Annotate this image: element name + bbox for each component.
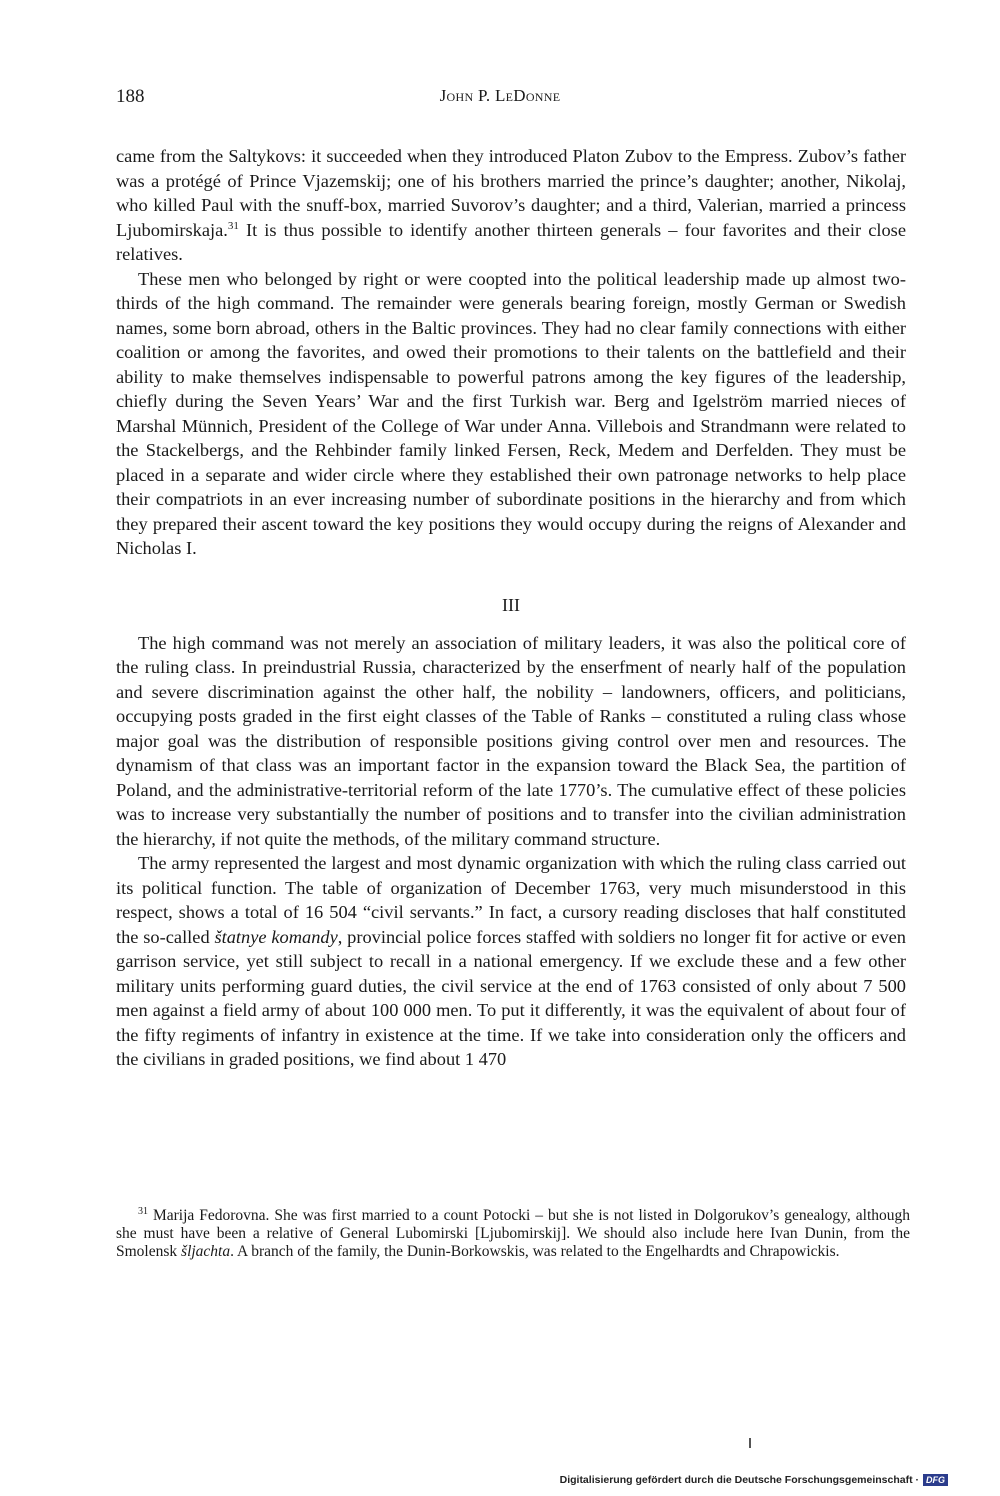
footnote-reference[interactable]: 31 xyxy=(227,219,239,232)
paragraph-3: The high command was not merely an association of military leaders, it was also the political core of the ruling class. In preindustrial Russia, characterized by the enserfment of nearly half of the population and severe discrimination against the other half, the nobility – landowners, officers, and politicians, occupying posts graded in the first eight classes of the Table of Ranks – constituted a ruling class whose major goal was the distribution of responsible positions giving control over men and resources. The dynamism of that class was an important factor in the expansion toward the Black Sea, the partition of Poland, and the administrative-territorial reform of the late 1770’s. The cumulative effect of these policies was to increase very substantially the number of positions and to transfer into the civilian administration the hierarchy, if not quite the methods, of the military command structure. xyxy=(116,632,906,849)
footnote-number: 31 xyxy=(138,1205,148,1217)
footnote-text-a: Marija Fedorovna. She was first married to a count Potocki – but she is not listed in Dolgorukov’s genealogy, although she must have been a relative of General Lubomirski [Ljubomirskij]. We should also include here Ivan Dunin, from the Smolensk xyxy=(116,1207,910,1260)
footnote xyxy=(116,1207,910,1260)
paragraph-4-text-a: The army represented the largest and most dynamic organization with which the ruling class carried out its political function. The table of organization of December 1763, very much misunderstood in this respect, shows a total of 16 504 “civil servants.” In fact, a cursory reading discloses that half constituted the so-called xyxy=(116,853,906,947)
footer-credit-text: Digitalisierung gefördert durch die Deutsche Forschungsgemeinschaft · xyxy=(559,1474,919,1486)
footnote-italic-term: šljachta xyxy=(181,1242,231,1260)
paragraph-4-text-b: , provincial police forces staffed with soldiers no longer fit for active or even garrison service, yet still subject to recall in a national emergency. If we exclude these and a few other military units performing guard duties, the civil service at the end of 1763 consisted of only about 7 500 men against a field army of about 100 000 men. To put it differently, it was the equivalent of about four of the fifty regiments of infantry in existence at the time. If we take into consideration only the officers and the civilians in graded positions, we find about 1 470 xyxy=(116,926,907,1069)
page-number: 188 xyxy=(116,86,145,107)
scan-mark xyxy=(749,1438,751,1448)
footer-credit xyxy=(560,1474,948,1486)
footnote-text-b: . A branch of the family, the Dunin-Borkowskis, was related to the Engelhardts and Chrapowickis. xyxy=(230,1242,840,1260)
paragraph-1-text-b: It is thus possible to identify another thirteen generals – four favorites and their close relatives. xyxy=(116,219,906,264)
dfg-logo: DFG xyxy=(923,1474,948,1486)
paragraph-1-text-a: came from the Saltykovs: it succeeded when they introduced Platon Zubov to the Empress. Zubov’s father was a protégé of Prince Vjazemskij; one of his brothers married the prince’s daughter; another, Nikolaj, who killed Paul with the snuff-box, married Suvorov’s daughter; and a third, Valerian, married a princess Ljubomirskaja. xyxy=(116,146,906,240)
paragraph-2: These men who belonged by right or were coopted into the political leadership made up almost two-thirds of the high command. The remainder were generals bearing foreign, mostly German or Swedish names, some born abroad, others in the Baltic provinces. They had no clear family connections with either coalition or among the favorites, and owed their promotions to their talents on the battlefield and their ability to make themselves indispensable to powerful patrons among the key figures of the leadership, chiefly during the Seven Years’ War and the first Turkish war. Berg and Igelström married nieces of Marshal Münnich, President of the College of War under Anna. Villebois and Strandmann were related to the Stackelbergs, and the Rehbinder family linked Fersen, Reck, Medem and Derfelden. They must be placed in a separate and wider circle where they established their own patronage networks to help place their compatriots in an ever increasing number of subordinate positions in the hierarchy and from which they prepared their ascent toward the key positions they would occupy during the reigns of Alexander and Nicholas I. xyxy=(116,268,906,558)
section-heading: III xyxy=(502,594,520,615)
paragraph-1 xyxy=(116,144,906,267)
body-text xyxy=(116,144,906,1072)
paragraph-4-italic-term: štatnye komandy xyxy=(214,926,338,947)
running-head: John P. LeDonne xyxy=(439,86,561,105)
paragraph-4 xyxy=(116,851,906,1072)
